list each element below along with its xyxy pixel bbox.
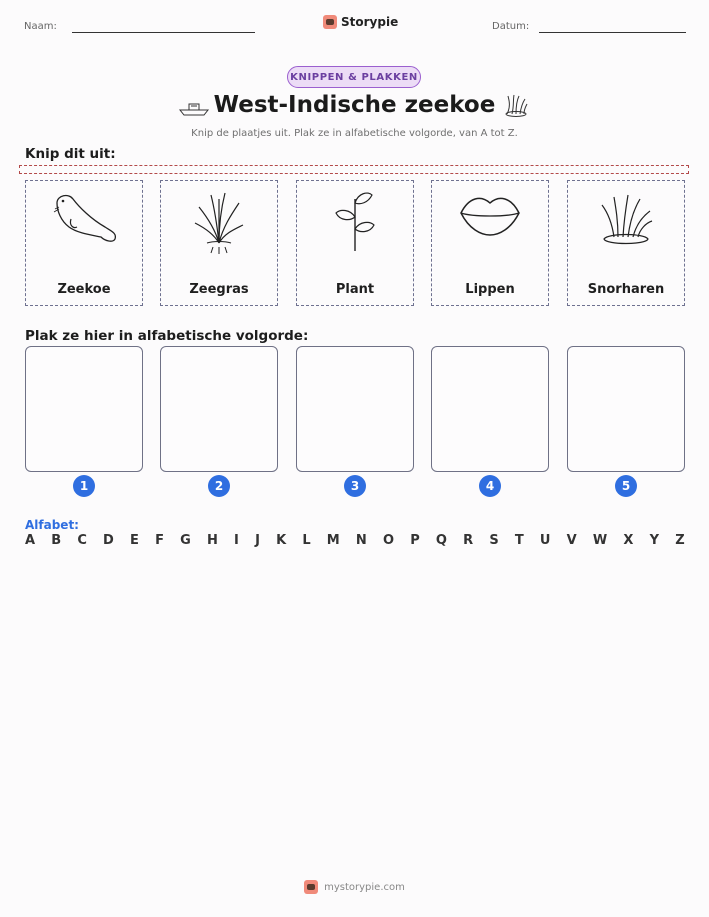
plant-icon xyxy=(328,189,382,253)
letter: F xyxy=(155,533,164,548)
activity-badge: KNIPPEN & PLAKKEN xyxy=(287,66,421,88)
letter: V xyxy=(566,533,577,548)
paste-section-label: Plak ze hier in alfabetische volgorde: xyxy=(25,328,309,344)
letter: L xyxy=(302,533,311,548)
letter: U xyxy=(539,533,551,548)
card-label: Lippen xyxy=(465,282,515,297)
paste-box-2[interactable] xyxy=(160,346,278,472)
paste-box-1[interactable] xyxy=(25,346,143,472)
letter: A xyxy=(25,533,36,548)
card-label: Snorharen xyxy=(587,282,665,297)
letter: J xyxy=(255,533,260,548)
date-label: Datum: xyxy=(492,21,530,32)
letter: S xyxy=(489,533,499,548)
letter: N xyxy=(355,533,367,548)
letter: G xyxy=(180,533,191,548)
footer xyxy=(0,880,709,894)
footer-site[interactable]: mystorypie.com xyxy=(324,881,405,893)
letter: B xyxy=(51,533,62,548)
manatee-icon xyxy=(47,189,121,245)
paste-box-5[interactable] xyxy=(567,346,685,472)
letter: X xyxy=(623,533,634,548)
letter: T xyxy=(514,533,524,548)
cut-card-zeegras[interactable] xyxy=(160,180,278,306)
cut-card-plant[interactable] xyxy=(296,180,414,306)
cut-card-snorharen[interactable] xyxy=(567,180,685,306)
card-label: Plant xyxy=(335,282,375,297)
card-label: Zeegras xyxy=(189,282,249,297)
paste-box-4[interactable] xyxy=(431,346,549,472)
letter: Y xyxy=(649,533,660,548)
number-badge-2: 2 xyxy=(208,475,230,497)
number-badge-1: 1 xyxy=(73,475,95,497)
letter: M xyxy=(326,533,340,548)
storypie-logo-icon xyxy=(323,15,337,29)
letter: Z xyxy=(675,533,685,548)
letter: E xyxy=(130,533,139,548)
letter: D xyxy=(103,533,114,548)
cut-card-lippen[interactable] xyxy=(431,180,549,306)
cut-card-zeekoe[interactable] xyxy=(25,180,143,306)
page-title: West-Indische zeekoe xyxy=(213,92,496,118)
date-line xyxy=(539,32,686,33)
letter: Q xyxy=(435,533,447,548)
cut-section-label: Knip dit uit: xyxy=(25,146,116,162)
number-badge-4: 4 xyxy=(479,475,501,497)
card-label: Zeekoe xyxy=(57,282,111,297)
alphabet-row xyxy=(25,533,685,548)
letter: I xyxy=(234,533,239,548)
seagrass-title-icon xyxy=(503,92,529,118)
letter: H xyxy=(206,533,218,548)
brand-logo xyxy=(323,15,398,29)
letter: K xyxy=(276,533,287,548)
letter: W xyxy=(592,533,608,548)
cut-line xyxy=(19,165,689,174)
letter: R xyxy=(463,533,474,548)
whiskers-icon xyxy=(596,189,656,251)
name-line xyxy=(72,32,255,33)
lips-icon xyxy=(457,189,523,239)
brand-name: Storypie xyxy=(341,15,399,29)
number-badge-3: 3 xyxy=(344,475,366,497)
letter: P xyxy=(410,533,420,548)
letter: C xyxy=(77,533,87,548)
seagrass-icon xyxy=(189,189,249,255)
alphabet-label: Alfabet: xyxy=(25,518,79,532)
paste-box-3[interactable] xyxy=(296,346,414,472)
number-badge-5: 5 xyxy=(615,475,637,497)
name-label: Naam: xyxy=(24,21,57,32)
storypie-logo-icon xyxy=(304,880,318,894)
instructions: Knip de plaatjes uit. Plak ze in alfabetische volgorde, van A tot Z. xyxy=(191,128,518,139)
letter: O xyxy=(382,533,395,548)
